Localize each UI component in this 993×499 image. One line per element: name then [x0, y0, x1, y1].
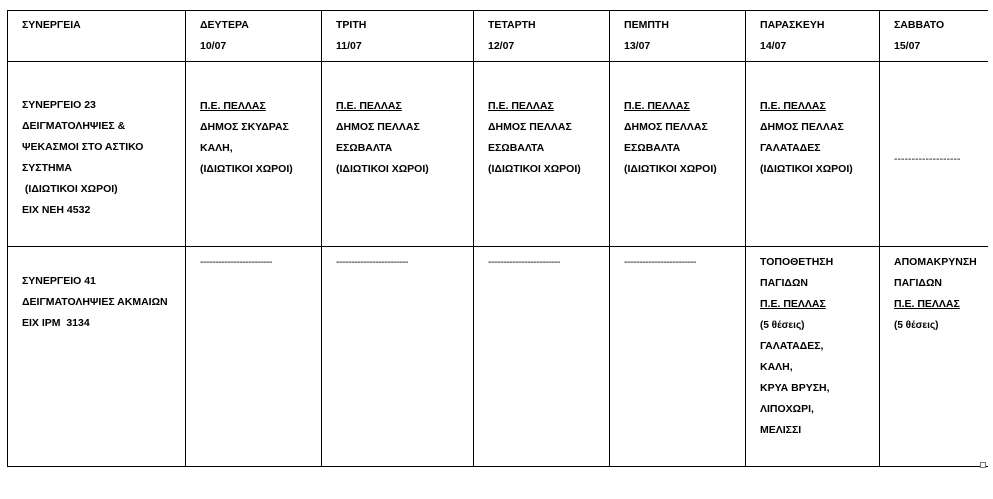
cell-line: ΠΑΓΙΔΩΝ — [760, 277, 808, 289]
region-label: Π.Ε. ΠΕΛΛΑΣ — [760, 100, 826, 112]
empty-dash: ------------------- — [894, 153, 961, 165]
empty-dash: ------------------------ — [624, 256, 696, 268]
region-label: Π.Ε. ΠΕΛΛΑΣ — [624, 100, 690, 112]
table-resize-handle[interactable] — [980, 462, 986, 468]
crew-line: ΕΙΧ ΝΕΗ 4532 — [22, 204, 91, 216]
header-day-mon — [186, 11, 322, 62]
crew-line: ΔΕΙΓΜΑΤΟΛΗΨΙΕΣ & — [22, 120, 126, 132]
cell-tue — [322, 62, 474, 247]
cell-line: (ΙΔΙΩΤΙΚΟΙ ΧΩΡΟΙ) — [760, 163, 853, 175]
crew-line: ΕΙΧ ΙΡΜ 3134 — [22, 317, 90, 329]
place-line: ΛΙΠΟΧΩΡΙ, — [760, 403, 814, 415]
day-date: 11/07 — [336, 40, 362, 52]
place-line: ΓΑΛΑΤΑΔΕΣ, — [760, 340, 824, 352]
cell-tue — [322, 247, 474, 467]
crew-line: ΣΥΝΕΡΓΕΙΟ 41 — [22, 275, 96, 287]
header-crews — [8, 11, 186, 62]
crew-cell — [8, 62, 186, 247]
crew-line: ΔΕΙΓΜΑΤΟΛΗΨΙΕΣ ΑΚΜΑΙΩΝ — [22, 296, 168, 308]
region-label: Π.Ε. ΠΕΛΛΑΣ — [488, 100, 554, 112]
cell-line: ΔΗΜΟΣ ΠΕΛΛΑΣ — [760, 121, 844, 133]
header-day-tue — [322, 11, 474, 62]
crew-line: ΣΥΝΕΡΓΕΙΟ 23 — [22, 99, 96, 111]
cell-line: ΔΗΜΟΣ ΠΕΛΛΑΣ — [336, 121, 420, 133]
day-name: ΤΡΙΤΗ — [336, 19, 367, 31]
cell-sat — [880, 247, 988, 467]
place-line: ΚΑΛΗ, — [760, 361, 793, 373]
cell-line: (ΙΔΙΩΤΙΚΟΙ ΧΩΡΟΙ) — [336, 163, 429, 175]
header-day-wed — [474, 11, 610, 62]
cell-mon — [186, 62, 322, 247]
crew-line: ΣΥΣΤΗΜΑ — [22, 162, 72, 174]
header-day-fri — [746, 11, 880, 62]
header-row — [8, 11, 988, 62]
cell-line: ΕΣΩΒΑΛΤΑ — [624, 142, 681, 154]
empty-dash: ------------------------ — [488, 256, 560, 268]
cell-line: (ΙΔΙΩΤΙΚΟΙ ΧΩΡΟΙ) — [200, 163, 293, 175]
header-day-sat — [880, 11, 988, 62]
crew-cell — [8, 247, 186, 467]
empty-dash: ------------------------ — [336, 256, 408, 268]
cell-wed — [474, 247, 610, 467]
cell-thu — [610, 62, 746, 247]
empty-dash: ------------------------ — [200, 256, 272, 268]
cell-sat — [880, 62, 988, 247]
day-name: ΠΑΡΑΣΚΕΥΗ — [760, 19, 825, 31]
count-label: (5 θέσεις) — [894, 320, 939, 331]
region-label: Π.Ε. ΠΕΛΛΑΣ — [200, 100, 266, 112]
header-day-thu — [610, 11, 746, 62]
crew-line: ΨΕΚΑΣΜΟΙ ΣΤΟ ΑΣΤΙΚΟ — [22, 141, 144, 153]
day-name: ΠΕΜΠΤΗ — [624, 19, 669, 31]
count-label: (5 θέσεις) — [760, 320, 805, 331]
cell-line: ΑΠΟΜΑΚΡΥΝΣΗ — [894, 256, 977, 268]
region-label: Π.Ε. ΠΕΛΛΑΣ — [894, 298, 960, 310]
place-line: ΚΡΥΑ ΒΡΥΣΗ, — [760, 382, 830, 394]
crew-row-41 — [8, 247, 988, 467]
header-crews-label: ΣΥΝΕΡΓΕΙΑ — [22, 19, 81, 31]
cell-line: ΔΗΜΟΣ ΣΚΥΔΡΑΣ — [200, 121, 289, 133]
region-label: Π.Ε. ΠΕΛΛΑΣ — [760, 298, 826, 310]
cell-line: (ΙΔΙΩΤΙΚΟΙ ΧΩΡΟΙ) — [488, 163, 581, 175]
day-name: ΔΕΥΤΕΡΑ — [200, 19, 249, 31]
region-label: Π.Ε. ΠΕΛΛΑΣ — [336, 100, 402, 112]
cell-line: ΚΑΛΗ, — [200, 142, 233, 154]
day-date: 10/07 — [200, 40, 227, 52]
day-date: 13/07 — [624, 40, 651, 52]
cell-line: ΔΗΜΟΣ ΠΕΛΛΑΣ — [624, 121, 708, 133]
day-date: 14/07 — [760, 40, 787, 52]
cell-fri — [746, 62, 880, 247]
cell-thu — [610, 247, 746, 467]
crew-line: (ΙΔΙΩΤΙΚΟΙ ΧΩΡΟΙ) — [22, 183, 118, 195]
cell-line: ΕΣΩΒΑΛΤΑ — [336, 142, 393, 154]
crew-row-23 — [8, 62, 988, 247]
day-date: 15/07 — [894, 40, 921, 52]
cell-mon — [186, 247, 322, 467]
day-name: ΣΑΒΒΑΤΟ — [894, 19, 945, 31]
day-name: ΤΕΤΑΡΤΗ — [488, 19, 536, 31]
day-date: 12/07 — [488, 40, 515, 52]
cell-line: ΕΣΩΒΑΛΤΑ — [488, 142, 545, 154]
schedule-table — [7, 10, 988, 467]
cell-fri — [746, 247, 880, 467]
cell-line: ΤΟΠΟΘΕΤΗΣΗ — [760, 256, 834, 268]
cell-line: ΔΗΜΟΣ ΠΕΛΛΑΣ — [488, 121, 572, 133]
cell-line: ΓΑΛΑΤΑΔΕΣ — [760, 142, 821, 154]
cell-line: (ΙΔΙΩΤΙΚΟΙ ΧΩΡΟΙ) — [624, 163, 717, 175]
cell-wed — [474, 62, 610, 247]
place-line: ΜΕΛΙΣΣΙ — [760, 424, 802, 436]
cell-line: ΠΑΓΙΔΩΝ — [894, 277, 942, 289]
